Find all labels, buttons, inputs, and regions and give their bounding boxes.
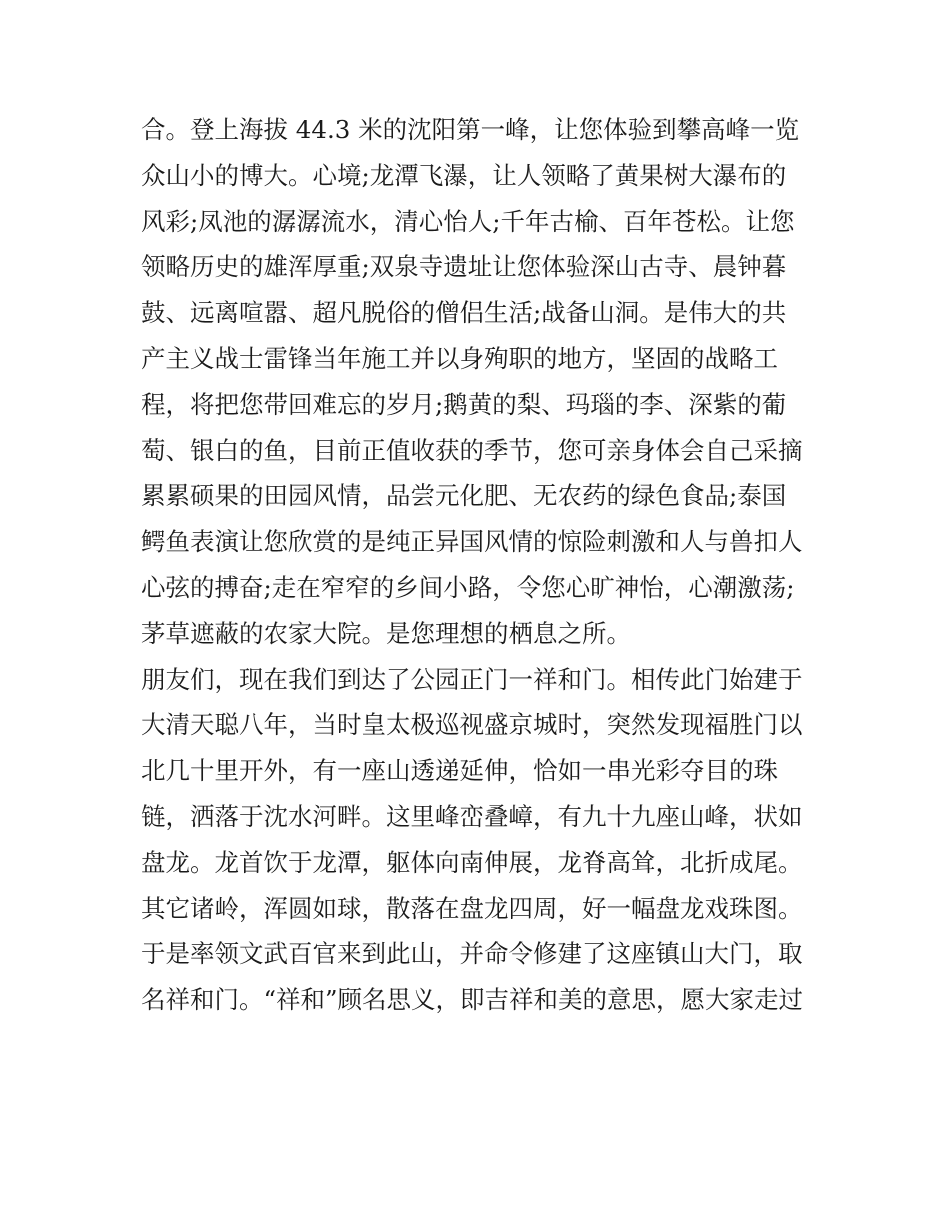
text-line: 其它诸岭，浑圆如球，散落在盘龙四周，好一幅盘龙戏珠图。	[141, 893, 803, 923]
text-line: 萄、银白的鱼，目前正值收获的季节，您可亲身体会自己采摘	[141, 435, 803, 465]
text-line: 茅草遮蔽的农家大院。是您理想的栖息之所。	[141, 618, 631, 648]
text-line: 程，将把您带回难忘的岁月;鹅黄的梨、玛瑙的李、深紫的葡	[141, 389, 787, 419]
text-line: 链，洒落于沈水河畔。这里峰峦叠嶂，有九十九座山峰，状如	[141, 801, 803, 831]
text-line: 合。登上海拔 44.3 米的沈阳第一峰，让您体验到攀高峰一览	[141, 115, 800, 144]
text-line: 北几十里开外，有一座山透递延伸，恰如一串光彩夺目的珠	[141, 756, 778, 786]
text-line: 大清天聪八年，当时皇太极巡视盛京城时，突然发现福胜门以	[141, 710, 803, 740]
text-line: 鳄鱼表演让您欣赏的是纯正异国风情的惊险刺激和人与兽扣人	[141, 527, 803, 557]
text-line: 风彩;凤池的潺潺流水，清心怡人;千年古榆、百年苍松。让您	[141, 206, 795, 236]
text-line: 于是率领文武百官来到此山，并命令修建了这座镇山大门，取	[141, 939, 803, 969]
text-line: 众山小的博大。心境;龙潭飞瀑，让人领略了黄果树大瀑布的	[141, 160, 787, 190]
body-text	[141, 107, 821, 1023]
text-line: 名祥和门。“祥和”顾名思义，即吉祥和美的意思，愿大家走过	[141, 985, 804, 1015]
text-line: 领略历史的雄浑厚重;双泉寺遗址让您体验深山古寺、晨钟暮	[141, 252, 787, 282]
text-line: 累累硕果的田园风情，品尝元化肥、无农药的绿色食品;泰国	[141, 481, 787, 511]
text-line: 盘龙。龙首饮于龙潭，躯体向南伸展，龙脊高耸，北折成尾。	[141, 847, 803, 877]
text-line: 鼓、远离喧嚣、超凡脱俗的僧侣生活;战备山洞。是伟大的共	[141, 298, 787, 328]
text-line: 朋友们，现在我们到达了公园正门一祥和门。相传此门始建于	[141, 664, 803, 694]
text-line: 产主义战士雷锋当年施工并以身殉职的地方，坚固的战略工	[141, 343, 778, 373]
text-line: 心弦的搏奋;走在窄窄的乡间小路，令您心旷神怡，心潮激荡;	[141, 572, 795, 602]
